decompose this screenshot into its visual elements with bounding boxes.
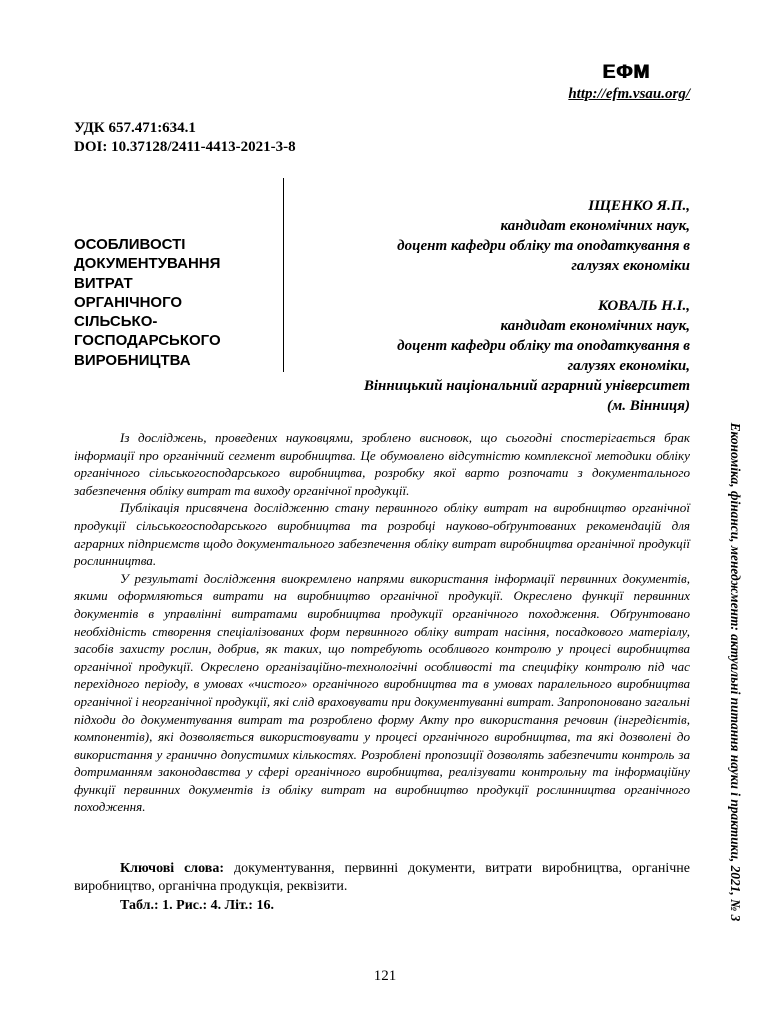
title-line: ОРГАНІЧНОГО	[74, 293, 183, 311]
author-affiliation-line: кандидат економічних наук,	[500, 218, 690, 234]
journal-logo: ЕФМ	[602, 62, 650, 83]
title-line: ВИТРАТ	[74, 274, 133, 292]
authors-block	[290, 196, 690, 416]
author-name: КОВАЛЬ Н.І.,	[597, 298, 690, 314]
author-name: ІЩЕНКО Я.П.,	[588, 198, 690, 214]
article-title	[74, 235, 279, 370]
abstract-paragraph: Публікація присвячена дослідженню стану первинного обліку витрат на виробництво органічної продукції сільськогосподарського виробництва та розробці науково-обґрунтованих рекомендацій для аграрних підприємств щодо документального забезпечення обліку витрат виробництва органічної продукції рослинництва.	[74, 500, 690, 569]
author-spacer	[290, 276, 690, 296]
tables-figures-refs: Табл.: 1. Рис.: 4. Літ.: 16.	[120, 898, 274, 913]
author-affiliation-line: доцент кафедри обліку та оподаткування в	[397, 338, 690, 354]
side-running-title-text: Економіка, фінанси, менеджмент: актуальні питання науки і практики, 2021, № 3	[728, 422, 743, 922]
vertical-divider	[283, 178, 284, 372]
keywords-text: документування, первинні документи, витрати виробництва, органічне виробництво, органічна продукція, реквізити.	[74, 861, 690, 894]
udk-code: УДК 657.471:634.1	[74, 120, 196, 136]
abstract	[74, 429, 690, 816]
author-affiliation-line: галузях економіки	[571, 258, 690, 274]
author-affiliation-line: доцент кафедри обліку та оподаткування в	[397, 238, 690, 254]
title-line: ГОСПОДАРСЬКОГО	[74, 332, 221, 350]
author-affiliation-line: (м. Вінниця)	[606, 398, 690, 414]
author-affiliation-line: галузях економіки,	[567, 358, 690, 374]
author-affiliation-line: кандидат економічних наук,	[500, 318, 690, 334]
keywords-label: Ключові слова:	[120, 861, 225, 876]
doi-code: DOI: 10.37128/2411-4413-2021-3-8	[74, 139, 296, 155]
identifiers-block	[74, 119, 296, 157]
abstract-paragraph: Із досліджень, проведених науковцями, зроблено висновок, що сьогодні спостерігається брак інформації про органічний сегмент виробництва. Це обумовлено відсутністю комплексної методики обліку органічного сільськогосподарського виробництва, розробку якої варто розпочати з документального забезпечення обліку витрат та виходу органічної продукції.	[74, 430, 690, 498]
journal-url-link[interactable]: http://efm.vsau.org/	[568, 86, 690, 102]
title-line: ВИРОБНИЦТВА	[74, 351, 191, 369]
keywords	[74, 860, 690, 896]
title-line: ОСОБЛИВОСТІ	[74, 236, 186, 253]
author-affiliation-line: Вінницький національний аграрний університет	[363, 378, 690, 394]
title-line: СІЛЬСЬКО-	[74, 313, 158, 331]
title-line: ДОКУМЕНТУВАННЯ	[74, 255, 221, 273]
abstract-paragraph: У результаті дослідження виокремлено напрями використання інформації первинних документів, якими оформляються витрати на виробництво органічної продукції. Окреслено функції первинних документів в управлінні витратами виробництва продукції органічного походження. Обґрунтовано необхідність створення спеціалізованих форм первинного обліку витрат насіння, посадкового матеріалу, засобів захисту рослин, добрив, як таких, що потребують особливого контролю у процесі виробництва органічної продукції. Окреслено організаційно-технологічні особливості та специфіку контролю під час перехідного періоду, в умовах «чистого» органічного виробництва та в умовах паралельного виробництва органічної і неорганічної продукції, які слід враховувати при документуванні витрат. Запропоновано загальні підходи до документування витрат та розроблено форму Акту про використання речовин (інгредієнтів, компонентів), які дозволяється використовувати у процесі органічного виробництва, та які дозволені до використання у гранично допустимих кількостях. Розроблені пропозиції дозволять забезпечити контроль за дотриманням законодавства у сфері органічного виробництва, реалізувати контрольну та інформаційну функції первинних документів із обліку витрат на виробництво продукції рослинництва органічного походження.	[74, 570, 691, 815]
page-number: 121	[373, 968, 397, 984]
